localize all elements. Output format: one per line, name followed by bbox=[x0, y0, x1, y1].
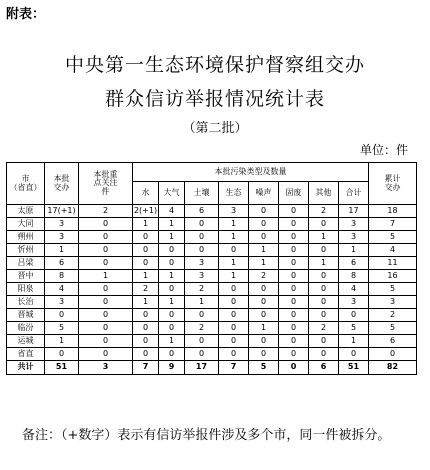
value-cell: 0 bbox=[279, 257, 309, 270]
value-cell: 1 bbox=[339, 244, 369, 257]
value-cell: 3 bbox=[45, 296, 79, 309]
value-cell: 0 bbox=[185, 335, 219, 348]
page-title-line2: 群众信访举报情况统计表 bbox=[104, 88, 325, 110]
total-value-cell: 3 bbox=[79, 361, 133, 375]
value-cell: 0 bbox=[79, 218, 133, 231]
value-cell: 17(+1) bbox=[45, 205, 79, 218]
unit-label: 单位：件 bbox=[359, 143, 408, 157]
value-cell: 0 bbox=[279, 309, 309, 322]
value-cell: 0 bbox=[279, 205, 309, 218]
value-cell: 3 bbox=[219, 205, 249, 218]
header-type: 固废 bbox=[279, 182, 309, 205]
header-type: 其他 bbox=[309, 182, 339, 205]
value-cell: 0 bbox=[279, 218, 309, 231]
value-cell: 4 bbox=[339, 283, 369, 296]
value-cell: 1 bbox=[249, 322, 279, 335]
value-cell: 11 bbox=[369, 257, 417, 270]
table-row bbox=[7, 270, 417, 283]
value-cell: 0 bbox=[369, 348, 417, 361]
value-cell: 0 bbox=[219, 244, 249, 257]
table-row bbox=[7, 348, 417, 361]
value-cell: 0 bbox=[309, 244, 339, 257]
value-cell: 1 bbox=[249, 257, 279, 270]
header-assigned: 本批 交办 bbox=[45, 163, 79, 205]
value-cell: 0 bbox=[133, 257, 159, 270]
value-cell: 0 bbox=[249, 348, 279, 361]
value-cell: 3 bbox=[45, 218, 79, 231]
value-cell: 0 bbox=[309, 270, 339, 283]
value-cell: 0 bbox=[249, 283, 279, 296]
city-cell: 晋中 bbox=[7, 270, 45, 283]
table-row bbox=[7, 257, 417, 270]
value-cell: 5 bbox=[369, 231, 417, 244]
value-cell: 4 bbox=[159, 205, 185, 218]
value-cell: 0 bbox=[309, 296, 339, 309]
value-cell: 3 bbox=[185, 257, 219, 270]
value-cell: 0 bbox=[159, 257, 185, 270]
value-cell: 1 bbox=[185, 296, 219, 309]
table-row bbox=[7, 322, 417, 335]
value-cell: 2 bbox=[185, 283, 219, 296]
value-cell: 0 bbox=[219, 335, 249, 348]
total-value-cell: 5 bbox=[249, 361, 279, 375]
value-cell: 1 bbox=[249, 244, 279, 257]
value-cell: 1 bbox=[219, 218, 249, 231]
header-type: 噪声 bbox=[249, 182, 279, 205]
value-cell: 1 bbox=[309, 257, 339, 270]
value-cell: 1 bbox=[45, 244, 79, 257]
value-cell: 17 bbox=[339, 205, 369, 218]
city-cell: 朔州 bbox=[7, 231, 45, 244]
header-type: 水 bbox=[133, 182, 159, 205]
value-cell: 1 bbox=[79, 270, 133, 283]
value-cell: 2 bbox=[309, 322, 339, 335]
header-cumulative: 累计 交办 bbox=[369, 163, 417, 205]
value-cell: 1 bbox=[219, 270, 249, 283]
value-cell: 0 bbox=[219, 309, 249, 322]
value-cell: 7 bbox=[369, 218, 417, 231]
value-cell: 1 bbox=[219, 257, 249, 270]
value-cell: 0 bbox=[339, 348, 369, 361]
value-cell: 16 bbox=[369, 270, 417, 283]
value-cell: 0 bbox=[79, 309, 133, 322]
total-row bbox=[7, 361, 417, 375]
value-cell: 0 bbox=[133, 335, 159, 348]
header-type: 生态 bbox=[219, 182, 249, 205]
total-value-cell: 7 bbox=[133, 361, 159, 375]
value-cell: 0 bbox=[249, 296, 279, 309]
attachment-label: 附表： bbox=[6, 7, 46, 22]
value-cell: 1 bbox=[219, 231, 249, 244]
value-cell: 1 bbox=[159, 296, 185, 309]
value-cell: 1 bbox=[339, 335, 369, 348]
city-cell: 晋城 bbox=[7, 309, 45, 322]
value-cell: 6 bbox=[339, 257, 369, 270]
table-row bbox=[7, 231, 417, 244]
value-cell: 0 bbox=[279, 348, 309, 361]
value-cell: 5 bbox=[369, 283, 417, 296]
value-cell: 3 bbox=[185, 270, 219, 283]
value-cell: 0 bbox=[279, 283, 309, 296]
value-cell: 0 bbox=[279, 231, 309, 244]
value-cell: 18 bbox=[369, 205, 417, 218]
value-cell: 1 bbox=[133, 296, 159, 309]
value-cell: 6 bbox=[185, 205, 219, 218]
value-cell: 3 bbox=[339, 296, 369, 309]
value-cell: 0 bbox=[79, 283, 133, 296]
value-cell: 0 bbox=[219, 322, 249, 335]
value-cell: 1 bbox=[133, 270, 159, 283]
value-cell: 3 bbox=[339, 218, 369, 231]
value-cell: 0 bbox=[279, 335, 309, 348]
value-cell: 5 bbox=[369, 322, 417, 335]
value-cell: 0 bbox=[279, 296, 309, 309]
value-cell: 0 bbox=[159, 309, 185, 322]
header-pollution-group: 本批污染类型及数量 bbox=[133, 163, 369, 182]
table-row bbox=[7, 309, 417, 322]
value-cell: 0 bbox=[159, 283, 185, 296]
statistics-table bbox=[6, 162, 417, 375]
page-title-line1: 中央第一生态环境保护督察组交办 bbox=[64, 54, 365, 76]
value-cell: 0 bbox=[249, 309, 279, 322]
value-cell: 0 bbox=[249, 218, 279, 231]
value-cell: 2 bbox=[309, 205, 339, 218]
table-row bbox=[7, 335, 417, 348]
table-row bbox=[7, 205, 417, 218]
total-value-cell: 0 bbox=[279, 361, 309, 375]
table-row bbox=[7, 244, 417, 257]
table-row bbox=[7, 296, 417, 309]
value-cell: 6 bbox=[45, 257, 79, 270]
value-cell: 2 bbox=[79, 205, 133, 218]
total-value-cell: 51 bbox=[339, 361, 369, 375]
value-cell: 0 bbox=[279, 322, 309, 335]
city-cell: 临汾 bbox=[7, 322, 45, 335]
header-type: 合计 bbox=[339, 182, 369, 205]
value-cell: 0 bbox=[309, 218, 339, 231]
value-cell: 0 bbox=[249, 205, 279, 218]
value-cell: 5 bbox=[45, 322, 79, 335]
city-cell: 太原 bbox=[7, 205, 45, 218]
value-cell: 1 bbox=[133, 218, 159, 231]
value-cell: 0 bbox=[185, 348, 219, 361]
value-cell: 0 bbox=[185, 309, 219, 322]
value-cell: 0 bbox=[159, 322, 185, 335]
value-cell: 0 bbox=[309, 335, 339, 348]
value-cell: 0 bbox=[159, 244, 185, 257]
value-cell: 0 bbox=[309, 283, 339, 296]
value-cell: 0 bbox=[79, 257, 133, 270]
city-cell: 运城 bbox=[7, 335, 45, 348]
value-cell: 1 bbox=[45, 335, 79, 348]
value-cell: 3 bbox=[45, 231, 79, 244]
value-cell: 0 bbox=[219, 296, 249, 309]
value-cell: 0 bbox=[185, 244, 219, 257]
header-city: 市 （省直） bbox=[7, 163, 45, 205]
value-cell: 2 bbox=[133, 283, 159, 296]
value-cell: 2 bbox=[249, 270, 279, 283]
value-cell: 4 bbox=[45, 283, 79, 296]
total-label-cell: 共计 bbox=[7, 361, 45, 375]
value-cell: 3 bbox=[339, 231, 369, 244]
city-cell: 忻州 bbox=[7, 244, 45, 257]
value-cell: 5 bbox=[339, 322, 369, 335]
value-cell: 0 bbox=[339, 309, 369, 322]
value-cell: 0 bbox=[185, 218, 219, 231]
total-value-cell: 51 bbox=[45, 361, 79, 375]
value-cell: 6 bbox=[369, 335, 417, 348]
value-cell: 2(+1) bbox=[133, 205, 159, 218]
table-row bbox=[7, 283, 417, 296]
header-type: 大气 bbox=[159, 182, 185, 205]
value-cell: 1 bbox=[159, 270, 185, 283]
total-value-cell: 6 bbox=[309, 361, 339, 375]
total-value-cell: 7 bbox=[219, 361, 249, 375]
header-key-concern: 本批重 点关注 件 bbox=[79, 163, 133, 205]
value-cell: 0 bbox=[79, 335, 133, 348]
header-type: 土壤 bbox=[185, 182, 219, 205]
value-cell: 0 bbox=[79, 244, 133, 257]
value-cell: 1 bbox=[159, 218, 185, 231]
value-cell: 0 bbox=[279, 244, 309, 257]
value-cell: 0 bbox=[79, 322, 133, 335]
value-cell: 0 bbox=[45, 309, 79, 322]
value-cell: 0 bbox=[249, 335, 279, 348]
value-cell: 0 bbox=[79, 296, 133, 309]
note-text: 备注：（+数字）表示有信访举报件涉及多个市，同一件被拆分。 bbox=[22, 428, 391, 443]
value-cell: 3 bbox=[369, 296, 417, 309]
value-cell: 4 bbox=[369, 244, 417, 257]
value-cell: 0 bbox=[279, 270, 309, 283]
city-cell: 省直 bbox=[7, 348, 45, 361]
total-value-cell: 82 bbox=[369, 361, 417, 375]
value-cell: 0 bbox=[133, 244, 159, 257]
value-cell: 0 bbox=[133, 231, 159, 244]
value-cell: 0 bbox=[309, 348, 339, 361]
value-cell: 0 bbox=[185, 231, 219, 244]
value-cell: 0 bbox=[219, 283, 249, 296]
value-cell: 2 bbox=[185, 322, 219, 335]
city-cell: 阳泉 bbox=[7, 283, 45, 296]
value-cell: 1 bbox=[159, 335, 185, 348]
batch-label: （第二批） bbox=[182, 121, 248, 136]
value-cell: 0 bbox=[45, 348, 79, 361]
total-value-cell: 9 bbox=[159, 361, 185, 375]
value-cell: 0 bbox=[249, 231, 279, 244]
value-cell: 0 bbox=[79, 231, 133, 244]
value-cell: 0 bbox=[219, 348, 249, 361]
table-row bbox=[7, 218, 417, 231]
value-cell: 1 bbox=[159, 231, 185, 244]
value-cell: 0 bbox=[79, 348, 133, 361]
value-cell: 0 bbox=[133, 322, 159, 335]
value-cell: 2 bbox=[369, 309, 417, 322]
value-cell: 0 bbox=[309, 309, 339, 322]
city-cell: 长治 bbox=[7, 296, 45, 309]
value-cell: 0 bbox=[133, 309, 159, 322]
total-value-cell: 17 bbox=[185, 361, 219, 375]
city-cell: 大同 bbox=[7, 218, 45, 231]
value-cell: 8 bbox=[339, 270, 369, 283]
value-cell: 8 bbox=[45, 270, 79, 283]
value-cell: 0 bbox=[159, 348, 185, 361]
value-cell: 1 bbox=[309, 231, 339, 244]
city-cell: 吕梁 bbox=[7, 257, 45, 270]
value-cell: 0 bbox=[133, 348, 159, 361]
